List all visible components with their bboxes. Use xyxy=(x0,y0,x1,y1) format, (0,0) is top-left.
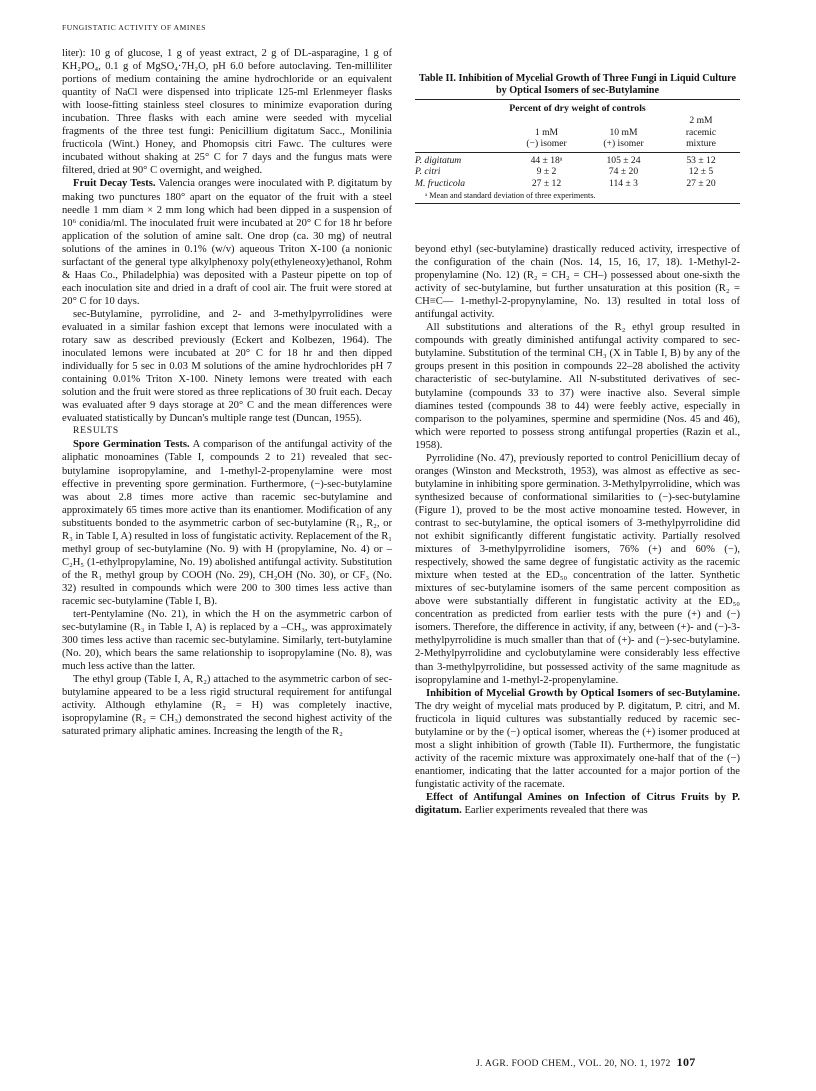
table-row-label: P. citri xyxy=(415,166,441,177)
col-header-1a xyxy=(508,115,585,127)
heading-fruit-decay-tests: Fruit Decay Tests. xyxy=(73,178,156,190)
table-row-label: M. fructicola xyxy=(415,177,466,189)
right-column xyxy=(415,243,740,817)
table-cell: 27 ± 12 xyxy=(531,177,562,189)
paragraph-fruit-decay-text: Valencia oranges were inoculated with P. digitatum by making two punctures 180° apart on the equator of the fruit with a steel needle 1 mm diam × 2 mm long which had been dipped in a suspension of 10⁶ conidia/ml. The inoculated fruit were incubated at 20° C for 18 hr before application of the solution of amine salt. One drop (ca. 30 mg) of neutral solutions of the amines in 0.1% (w/v) aqueous Triton X-100 (a nonionic surfactant of the general type alkylphenoxy poly(ethyleneoxy)ethanol, Rohm & Haas Co., Philadelphia) was deposited with a Pasteur pipette on top of each inoculation site and dried in a draft of cool air. The fruit were stored at 20° C for 10 days. xyxy=(62,178,392,307)
col-header-2a xyxy=(585,115,662,127)
page-number: 107 xyxy=(676,1055,696,1069)
paragraph-tert-pentylamine: tert-Pentylamine (No. 21), in which the H on the asymmetric carbon of sec-butylamine (R₃ in Table I, A) is replaced by a –CH₃, was approximately 300 times less active than racemic sec-butylamine. Similarly, tert-butylamine (No. 20), which bears the same relationship to isopropylamine (No. 8), was much less active than the latter. xyxy=(62,609,392,673)
table-body xyxy=(415,155,740,190)
paragraph-substitutions: All substitutions and alterations of the R₂ ethyl group resulted in compounds with greatly diminished antifungal activity compared to sec-butylamine. Substitution of the terminal CH₃ (X in Table I, B) by any of the groups present in this position in compounds 22–28 abolished the activity characteristic of sec-butylamine. All N-substituted derivatives of sec-butylamine (compounds 33 to 37) were inactive also. Several simple diamines tested (compounds 38 to 44) were feebly active, especially in comparison to the polyamines, spermine and spermidine (Nos. 45 and 46), which were reported to possess strong antifungal properties (Razin et al., 1958). xyxy=(415,322,740,451)
col-header-1c: (−) isomer xyxy=(526,138,567,149)
table-footnote: ᵃ Mean and standard deviation of three experiments. xyxy=(425,191,596,200)
paragraph-citrus-infection xyxy=(415,791,740,817)
table-span-header: Percent of dry weight of controls xyxy=(509,103,646,114)
paragraph-mycelial-growth-text: The dry weight of mycelial mats produced by P. digitatum, P. citri, and M. fructicola in liquid cultures was substantially reduced by racemic sec-butylamine or by the (−) optical isomer, whereas the (+) isomer produced at most a slight inhibition of growth (Table II). Furthermore, the fungistatic activity of the racemic mixture was approximately one-half that of the (−) enantiomer, indicating that the latter accounted for a major portion of the fungistatic activity of the racemate. xyxy=(415,700,740,790)
paragraph-citrus-infection-text: Earlier experiments revealed that there was xyxy=(461,805,648,817)
col-header-2b: 10 mM xyxy=(609,126,638,138)
heading-spore-germination-tests: Spore Germination Tests. xyxy=(73,439,190,451)
col-header-3a: 2 mM xyxy=(689,115,713,126)
paragraph-spore-germination-text: A comparison of the antifungal activity of the aliphatic monoamines (Table I, compounds 2 to 21) revealed that sec-butylamine isopropylamine, and 1-methyl-2-propenylamine were most effective in preventing spore germination. Furthermore, (−)-sec-butylamine was about 2.8 times more active than racemic sec-butylamine and approximately 65 times more active than its enantiomer. Modification of any substituents bonded to the asymmetric carbon of sec-butylamine (R₁, R₂, or R₃ in Table I, A) resulted in loss of fungistatic activity. Replacement of the R₁ methyl group of sec-butylamine (No. 9) with H (propylamine, No. 4) or –C₂H₅ (1-ethylpropylamine, No. 19) abolished antifungal activity. Substitution of the R₁ methyl group by COOH (No. 29), CH₂OH (No. 30), or CF₃ (No. 32) resulted in compounds which were 200 to 300 times less active than racemic sec-butylamine (Table I, B). xyxy=(62,439,392,607)
section-heading-results: RESULTS xyxy=(73,426,119,437)
table-cell: 9 ± 2 xyxy=(536,166,557,177)
col-header-3b: racemic xyxy=(685,126,717,138)
paragraph-mycelial-growth xyxy=(415,687,740,791)
paragraph-r2-chain: beyond ethyl (sec-butylamine) drastically reduced activity, irrespective of the configuration of the chain (Nos. 14, 15, 16, 17, 18). 1-Methyl-2-propenylamine (No. 12) (R₂ = CH₂ = CH–) possessed about one-sixth the activity of sec-butylamine, but further unsaturation at this position (R₂ = CH≡C— 1-methyl-2-propynylamine, No. 13) resulted in total loss of antifungal activity. xyxy=(415,244,740,321)
paragraph-fruit-decay xyxy=(62,177,392,307)
col-header-2c: (+) isomer xyxy=(603,138,644,149)
table-cell: 27 ± 20 xyxy=(686,177,716,189)
paragraph-ethyl-group: The ethyl group (Table I, A, R₂) attached to the asymmetric carbon of sec-butylamine appeared to be a less rigid structural requirement for antifungal activity. Although ethylamine (R₂ = H) was completely inactive, isopropylamine (R₂ = CH₃) demonstrated the second highest activity of the saturated primary aliphatic amines. Increasing the length of the R₂ xyxy=(62,674,392,738)
left-column xyxy=(62,47,392,738)
table-title: Table II. Inhibition of Mycelial Growth of Three Fungi in Liquid Culture by Optical Isomers of sec-Butylamine xyxy=(418,73,736,96)
table-cell: 44 ± 18ᵃ xyxy=(530,154,563,166)
table-cell: 12 ± 5 xyxy=(688,166,714,177)
journal-citation: J. AGR. FOOD CHEM., VOL. 20, NO. 1, 1972 xyxy=(476,1058,671,1069)
table-header-grid xyxy=(415,115,740,150)
table-cell: 105 ± 24 xyxy=(606,154,641,166)
table-bottom-rule xyxy=(415,203,740,204)
paragraph-methods-culture: liter): 10 g of glucose, 1 g of yeast extract, 2 g of DL-asparagine, 1 g of KH₂PO₄, 0.1 g of MgSO₄·7H₂O, pH 6.0 before autoclaving. Ten-milliliter portions of medium containing the amine hydrochloride or an equivalent quantity of NaCl were dispensed into triplicate 125-ml Erlenmeyer flasks with loose-fitting stainless steel closures to minimize evaporation during incubation. Three flasks with each amine were seeded with mycelial fragments of the three test fungi: Penicillium digitatum Sacc., Monilinia fructicola (Wint.) Honey, and Phomopsis citri Fawc. The cultures were incubated without shaking at 25° C for 7 days and the fungus mats were filtered, dried at 90° C overnight, and weighed. xyxy=(62,48,392,177)
table-top-rule xyxy=(415,99,740,100)
table-ii xyxy=(415,73,740,206)
paragraph-spore-germination xyxy=(62,438,392,608)
running-head: FUNGISTATIC ACTIVITY OF AMINES xyxy=(62,23,207,32)
heading-citrus-infection: Effect of Antifungal Amines on Infection of Citrus Fruits by P. digitatum. xyxy=(415,791,740,817)
table-cell: 53 ± 12 xyxy=(686,154,716,166)
paragraph-pyrrolidine: Pyrrolidine (No. 47), previously reported to control Penicillium decay of oranges (Winston and Meckstroth, 1953), was almost as effective as sec-butylamine in inhibiting spore germination. 3-Methylpyrrolidine, which was synthesized because of conformational similarities to (−)-sec-butylamine (Figure 1), proved to be the most active monoamine tested. However, in contrast to sec-butylamine, the optical isomers of 3-methylpyrrolidine did not exhibit significantly different fungistatic activity. Partially resolved mixtures of 3-methylpyrrolidine isomers, 76% (+) and 60% (−), respectively, showed the same degree of fungistatic activity as the racemic mixture when tested at the ED₅₀ concentration of the latter. Synthetic mixtures of sec-butylamine isomers of the same percent composition as above were substantially different in fungistatic activity at the ED₅₀ concentration as predicted from earlier tests with the pure (+) and (−) isomers. Therefore, the difference in activity, if any, between (+)- and (−)-3-methylpyrrolidine is much smaller than that of (+)- and (−)-sec-butylamine. 2-Methylpyrrolidine and cyclobutylamine were considerably less effective than 3-methylpyrrolidine, but possessed activity of the same magnitude as isopropylamine and 1-methyl-2-propenylamine. xyxy=(415,452,740,686)
paragraph-lemon-tests: sec-Butylamine, pyrrolidine, and 2- and 3-methylpyrrolidines were evaluated in a similar fashion except that lemons were inoculated with a rotary saw as described previously (Eckert and Kolbezen, 1964). The inoculated lemons were incubated at 20° C for 18 hr and then dipped individually for 5 sec in 0.03 M solutions of the amine hydrochlorides pH 7 containing 0.01% Triton X-100. Ninety lemons were treated with each solution and the fruit were stored as three replications of 30 fruit each. Decay was evaluated after 9 days storage at 20° C and the mean differences were evaluated statistically by Duncan's multiple range test (Duncan, 1955). xyxy=(62,308,392,425)
heading-mycelial-growth: Inhibition of Mycelial Growth by Optical Isomers of sec-Butylamine. xyxy=(426,687,740,699)
table-header-rule xyxy=(415,152,740,153)
table-row-label: P. digitatum xyxy=(415,154,462,166)
col-header-1b: 1 mM xyxy=(534,126,559,138)
table-cell: 74 ± 20 xyxy=(608,166,639,177)
page-footer xyxy=(476,1055,696,1070)
col-header-3c: mixture xyxy=(686,138,716,149)
table-cell: 114 ± 3 xyxy=(609,177,638,189)
